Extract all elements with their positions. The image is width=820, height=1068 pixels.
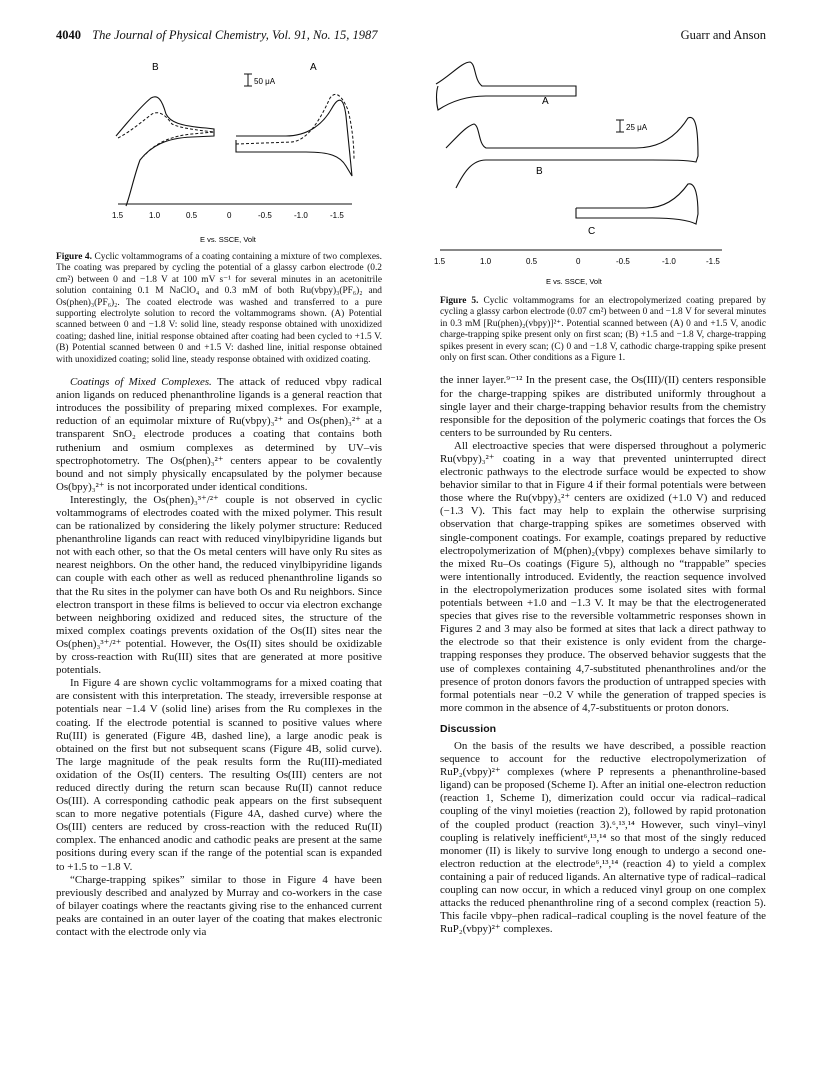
section-heading: Discussion xyxy=(440,722,497,735)
fig5-label-a: A xyxy=(542,96,549,107)
fig4-ticks xyxy=(112,211,344,220)
fig4-curve-a-solid xyxy=(236,100,352,176)
paragraph-text: The attack of reduced vbpy radical anion ligands on reduced phenanthroline ligands is a general reaction that introduces the possibility of preparing mixed complexes. For example, reduction of an equimolar mixture of Ru(vbpy)₃²⁺ and Os(phen)₃²⁺ at a transparent SnO₂ electrode produces a coating that contains both ruthenium and osmium complexes as determined by UV–vis spectrophotometry. The Os(phen)₃²⁺ centers appear to be covalently bound and not simply physically encapsulated by the polymer because Os(bpy)₃²⁺ is not incorporated under identical conditions. xyxy=(56,376,382,493)
fig5-tick: 1.0 xyxy=(480,257,492,266)
running-header xyxy=(56,28,766,43)
fig4-label-b: B xyxy=(152,62,159,73)
fig5-curve-a xyxy=(436,62,576,110)
left-column xyxy=(56,252,382,939)
page-number: 4040 xyxy=(56,28,81,42)
figure-5-plot xyxy=(426,56,766,292)
fig4-tick: -0.5 xyxy=(258,211,272,220)
fig5-curve-b xyxy=(446,117,698,188)
fig4-tick: -1.5 xyxy=(330,211,344,220)
fig5-xlabel: E vs. SSCE, Volt xyxy=(546,277,602,286)
paragraph: “Charge-trapping spikes” similar to those in Figure 4 have been previously described and analyzed by Murray and co-workers in the case of bilayer coatings where the reactants giving rise to the enhanced current peaks are contained in an outer layer of the coating that makes electronic contact with the electrode only via xyxy=(56,873,382,938)
fig4-curve-a-dashed xyxy=(236,94,354,160)
fig5-tick: -1.0 xyxy=(662,257,676,266)
paragraph: All electroactive species that were dispersed throughout a polymeric Ru(vbpy)₃²⁺ coating in a way that prevented uninterrupted direct electronic pathways to the electrode surface would be expected to show behavior similar to that in Figure 4 if their formal potentials were between those where the Ru(vbpy)₃²⁺ centers are oxidized (+1.0 V) and reduced (−1.3 V). This fact may help to explain the otherwise surprising observation that charge-trapping spikes are sometimes observed with single-component coatings. For example, coatings prepared by reductive electropolymerization of M(phen)₂(vbpy) complexes behave similarly to the mixed Ru–Os coatings (Figure 5), although no “trappable” species were intentionally introduced. Evidently, the reaction sequence involved in the electropolymerization produces some isolated sites with formal potentials between +1.0 and −1.3 V. It may be that the electrogenerated species that gives rise to the reversible voltammetric responses shown in Figures 2 and 3 may also be formed at sites that lack a direct pathway to the electrode so that their existence is only evident from the charge-trapping responses they produce. The observed behavior suggests that the use of complexes containing 4,7-substituted phenanthrolines and/or the presence of proton donors favors the production of untrapped species with formal potentials near −0.2 V while the generation of trapped species is more common in the absence of 4,7-substituents or proton donors. xyxy=(440,439,766,714)
fig4-curve-b-solid xyxy=(116,97,214,206)
paragraph: On the basis of the results we have described, a possible reaction sequence to account for the reductive electropolymerization of RuP₂(vbpy)²⁺ complexes (where P represents a phenanthroline-based ligand) can be proposed (Scheme I). After an initial one-electron reduction (reaction 1, Scheme I), dimerization could occur via radical–radical coupling of the vinyl moieties (reaction 2), followed by rapid protonation of the coupled product (reaction 3).⁶,¹³,¹⁴ However, such vinyl–vinyl coupling is relatively inefficient⁶,¹³,¹⁴ so that most of the singly reduced monomer (II) is likely to survive long enough to undergo a second one-electron reduction at the electrode⁶,¹³,¹⁴ (reaction 4) to yield a complex containing a pair of reduced ligands. An alternative type of radical–radical coupling can now occur, in which a reduced vinyl group on one complex attacks the reduced phenanthroline ring of a second complex (reaction 5). This facile vbpy–phen radical–radical coupling is the novel feature of the RuP₂(vbpy)²⁺ complexes. xyxy=(440,739,766,936)
fig4-caption-label: Figure 4. xyxy=(56,252,92,262)
section-run-in-title: Coatings of Mixed Complexes. xyxy=(70,376,212,389)
figure-5-caption xyxy=(440,296,766,364)
paragraph xyxy=(56,376,382,494)
fig5-tick: 0.5 xyxy=(526,257,538,266)
paragraph: the inner layer.⁹⁻¹² In the present case, the Os(III)/(II) centers responsible for the charge-trapping spikes are distributed uniformly throughout a single layer and their charge-trapping behavior results from the chemistry responsible for the deposition of the polymeric coatings that forces the Os centers to be surrounded by Ru centers. xyxy=(440,374,766,439)
fig5-scale: 25 μA xyxy=(626,123,648,132)
fig5-tick: -1.5 xyxy=(706,257,720,266)
fig5-label-c: C xyxy=(588,226,596,237)
fig5-ticks xyxy=(434,257,720,266)
fig4-tick: 1.5 xyxy=(112,211,124,220)
fig5-label-b: B xyxy=(536,166,543,177)
fig4-tick: 1.0 xyxy=(149,211,161,220)
fig4-caption-text: Cyclic voltammograms of a coating containing a mixture of two complexes. The coating was prepared by cycling the potential of a glassy carbon electrode (0.2 cm²) between 0 and −1.8 V at 100 mV s⁻¹ for several minutes in an acetonitrile solution containing 0.1 M NaClO₄ and 0.3 mM of both Ru(vbpy)₃(PF₆)₂ and Os(phen)₃(PF₆)₂. The coated electrode was washed and transferred to a pure supporting electrolyte solution to record the voltammograms shown. (A) Potential scanned between 0 and −1.8 V: solid line, steady response obtained with unoxidized coating; dashed line, initial response obtained after coating had been cycled to +1.5 V. (B) Potential scanned between 0 and +1.5 V: dashed line, initial response obtained with unoxidized coating; solid line, steady response obtained with oxidized coating. xyxy=(56,252,383,365)
journal-title: The Journal of Physical Chemistry, Vol. 91, No. 15, 1987 xyxy=(92,28,378,42)
fig5-caption-text: Cyclic voltammograms for an electropolymerized coating prepared by cycling a glassy carbon electrode (0.07 cm²) between 0 and −1.8 V for several minutes in 0.3 mM [Ru(phen)₂(vbpy)]²⁺. Potential scanned between (A) 0 and +1.5 V, anodic charge-trapping spike present only on first scan; (B) +1.5 and −1.8 V, charge-trapping spikes present in every scan; (C) 0 and −1.8 V, cathodic charge-trapping spike present only on first scan. Other conditions as a Figure 1. xyxy=(440,296,766,364)
fig5-curve-c xyxy=(576,184,698,224)
fig4-tick: 0.5 xyxy=(186,211,198,220)
fig5-caption-label: Figure 5. xyxy=(440,296,479,306)
right-column xyxy=(440,296,766,936)
fig4-label-a: A xyxy=(310,62,317,73)
fig4-curve-b-dashed xyxy=(118,113,214,156)
fig5-tick: 0 xyxy=(576,257,581,266)
fig5-tick: -0.5 xyxy=(616,257,630,266)
figure-4-caption xyxy=(56,252,382,366)
fig4-xlabel: E vs. SSCE, Volt xyxy=(200,235,256,244)
paragraph: Interestingly, the Os(phen)₃³⁺/²⁺ couple is not observed in cyclic voltammograms of electrodes coated with the mixed polymer. This result can be rationalized by considering the likely polymer structure: Reduced phenanthroline ligands can react with reduced vinylbipyridine ligands but not with each other, so that the Os metal centers will have only Ru sites as nearest neighbors. On the other hand, the reduced vinylbipyridine ligands can couple with each other as well as reduced phenanthroline ligands so that the Ru sites in the polymer can have both Os and Ru neighbors. Since electron transport in these films is believed to occur via electron exchange between neighboring oxidized and reduced sites, the structure of the mixed complex coatings prevents oxidation of the Os(II) sites near the Os(phen)₃³⁺/²⁺ potential. However, the Os(II) sites should be oxidizable by cross-reaction with Ru(III) sites that are generated at more positive potentials. xyxy=(56,493,382,677)
fig4-scale: 50 μA xyxy=(254,77,276,86)
running-authors: Guarr and Anson xyxy=(680,28,766,42)
figure-4-plot xyxy=(96,56,376,252)
fig5-tick: 1.5 xyxy=(434,257,446,266)
fig4-tick: -1.0 xyxy=(294,211,308,220)
fig4-tick: 0 xyxy=(227,211,232,220)
paragraph: In Figure 4 are shown cyclic voltammograms for a mixed coating that are consistent with this interpretation. The steady, irreversible response at potentials near −1.4 V (solid line) arises from the Ru complexes in the coating. If the electrode potential is scanned to positive values where Ru(III) is generated (Figure 4B, dashed line), a large anodic peak is obtained on the first but not subsequent scans (Figure 4B, solid curve). The large magnitude of the peak results form the Ru(III)-mediated oxidation of the Os(II) centers. The resulting Os(III) centers are not reduced directly during the return scan because Ru(II) cannot reduce Os(III). A corresponding cathodic peak appears on the first subsequent scan to more negative potentials (Figure 4A, dashed curve) where the Os(III) centers are reduced by cross-reaction with the reduced Ru(II) complex. The enhanced anodic and cathodic peaks are present at the same positions during every scan if the range of the potential scan is expanded to +1.5 to −1.8 V. xyxy=(56,677,382,873)
